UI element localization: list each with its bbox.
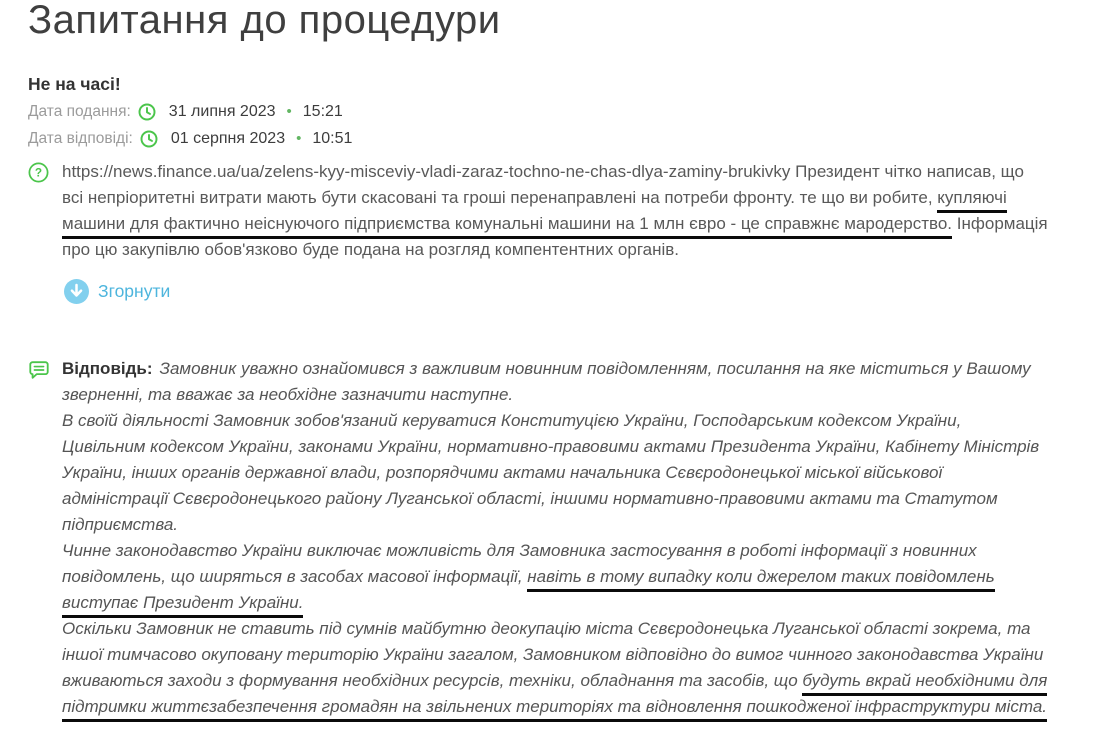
answer-paragraph — [62, 356, 1048, 408]
dot-separator: • — [286, 102, 292, 120]
date-answered-row — [28, 129, 1048, 149]
svg-text:?: ? — [34, 165, 43, 180]
time-submitted-value: 15:21 — [302, 102, 343, 120]
text-run: https://news.finance.ua/ua/zelens-kyy-misceviy-vladi-zaraz-tochno-ne-chas-dlya-zaminy-brukivky Президент чітко написав, що всі непріоритетні витрати мають бути скасовані та гроші перенаправлені на потреби фронту. те що ви робите, — [62, 161, 1024, 207]
comment-bubble-icon — [28, 356, 62, 381]
text-run: Інформація про цю закупівлю обов'язково буде подана на розгляд компентентних органів. — [62, 213, 1048, 259]
question-block — [28, 159, 1048, 263]
answer-paragraph — [62, 538, 1048, 616]
date-submitted-value: 31 липня 2023 — [168, 102, 276, 120]
text-run: Чинне законодавство України виключає можливість для Замовника застосування в роботі інформації з новинних повідомлень, що ширяться в засобах масової інформації, — [62, 540, 977, 586]
underlined-text-run: навіть в тому випадку коли джерелом таких повідомлень виступає Президент України. — [62, 567, 995, 618]
arrow-down-circle-icon — [64, 279, 89, 304]
question-title: Не на часі! — [28, 73, 121, 94]
page-title: Запитання до процедури — [28, 0, 501, 42]
collapse-button[interactable] — [64, 279, 1048, 304]
question-circle-icon — [28, 159, 62, 183]
text-run: В своїй діяльності Замовник зобов'язаний керуватися Конституцією України, Господарським кодексом України, Цивільним кодексом України, законами України, нормативно-правовими актами Президента України, Кабінету Міністрів України, інших органів державної влади, розпорядчими актами начальника Сєвєродонецької міської військової адміністрації Сєвєродонецького району Луганської області, іншими нормативно-правовими актами та Статутом підприємства. — [62, 410, 1040, 534]
answer-paragraph — [62, 408, 1048, 538]
underlined-text-run: купляючі машини для фактично неіснуючого підприємства комунальні машини на 1 млн євро - це справжнє мародерство. — [62, 188, 1007, 239]
answer-paragraph — [62, 616, 1048, 720]
collapse-label: Згорнути — [98, 280, 171, 301]
text-run: Замовник уважно ознайомився з важливим новинним повідомленням, посилання на яке міститься у Вашому зверненні, та вважає за необхідне зазначити наступне. — [62, 358, 1031, 404]
date-answered-label: Дата відповіді: — [28, 129, 133, 147]
clock-icon — [140, 130, 158, 148]
clock-icon — [138, 103, 156, 121]
answer-paragraph-text — [62, 359, 1031, 404]
answer-block — [28, 356, 1048, 720]
underlined-text-run: будуть вкрай необхідними для підтримки життєзабезпечення громадян на звільнених територіях та відновлення пошкодженої інфраструктури міста. — [62, 671, 1047, 722]
answer-label: Відповідь: — [62, 358, 153, 378]
time-answered-value: 10:51 — [312, 129, 353, 147]
text-run: Оскільки Замовник не ставить під сумнів майбутню деокупацію міста Сєвєродонецька Луганської області зокрема, та іншої тимчасово окуповану територію України загалом, Замовником відповідно до вимог чинного законодавства України вживаються заходи з формування необхідних ресурсів, техніки, обладнання та засобів, що — [62, 618, 1044, 690]
question-text — [62, 159, 1048, 263]
answer-text — [62, 356, 1048, 720]
date-submitted-row — [28, 102, 1048, 122]
dot-separator: • — [296, 129, 302, 147]
date-submitted-label: Дата подання: — [28, 102, 131, 120]
date-answered-value: 01 серпня 2023 — [170, 129, 286, 147]
